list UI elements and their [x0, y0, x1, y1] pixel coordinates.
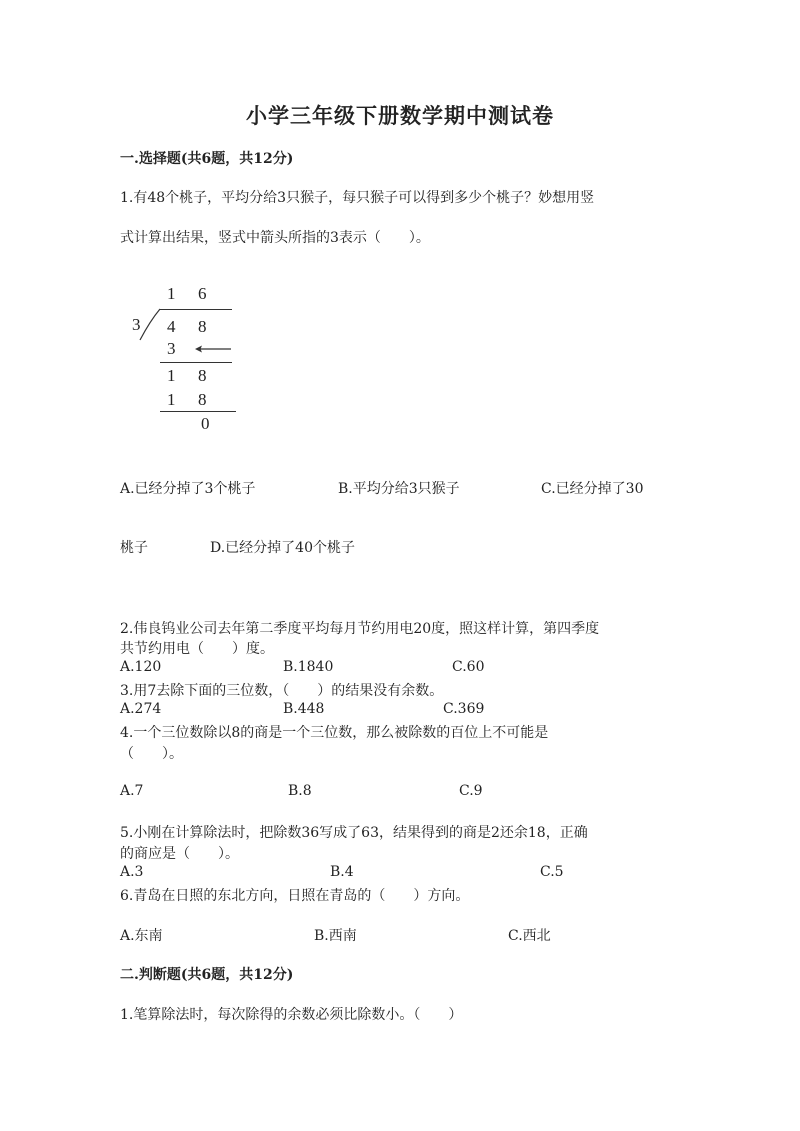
q5-option-b[interactable]: B.4: [330, 864, 354, 880]
question-4-text-line2: （ ）。: [120, 746, 183, 762]
q4-option-c[interactable]: C.9: [459, 783, 483, 799]
quotient-digit-tens: 1: [167, 284, 176, 303]
question-3-text: 3.用7去除下面的三位数，（ ）的结果没有余数。: [120, 683, 444, 699]
q4-option-a[interactable]: A.7: [120, 783, 144, 799]
subtract-line-1: [160, 362, 232, 363]
question-2-text-line1: 2.伟良钨业公司去年第二季度平均每月节约用电20度，照这样计算，第四季度: [120, 621, 600, 637]
final-remainder: 0: [201, 414, 210, 433]
q2-option-a[interactable]: A.120: [120, 659, 162, 675]
q6-option-a[interactable]: A.东南: [120, 928, 163, 944]
divisor: 3: [132, 315, 141, 334]
q2-option-c[interactable]: C.60: [452, 659, 485, 675]
q4-option-b[interactable]: B.8: [288, 783, 312, 799]
remainder-row-ones: 8: [198, 366, 207, 385]
judgment-question-1: 1.笔算除法时，每次除得的余数必须比除数小。（ ）: [120, 1007, 463, 1023]
question-1-text-line1: 1.有48个桃子，平均分给3只猴子，每只猴子可以得到多少个桃子？妙想用竖: [120, 190, 595, 206]
q1-option-b[interactable]: B.平均分给3只猴子: [338, 481, 460, 497]
subtract-step-2-ones: 8: [198, 390, 207, 409]
question-2-text-line2: 共节约用电（ ）度。: [120, 641, 274, 657]
q6-option-b[interactable]: B.西南: [314, 928, 357, 944]
remainder-row-tens: 1: [167, 366, 176, 385]
quotient-digit-ones: 6: [198, 284, 207, 303]
q3-option-c[interactable]: C.369: [443, 701, 485, 717]
q2-option-b[interactable]: B.1840: [283, 659, 334, 675]
q6-option-c[interactable]: C.西北: [508, 928, 551, 944]
q3-option-b[interactable]: B.448: [283, 701, 325, 717]
q5-option-c[interactable]: C.5: [540, 864, 564, 880]
subtract-line-2: [160, 411, 236, 412]
q1-option-d[interactable]: D.已经分掉了40个桃子: [210, 540, 355, 556]
subtract-step-2-tens: 1: [167, 390, 176, 409]
q1-option-c[interactable]: C.已经分掉了30: [541, 481, 644, 497]
section-heading-judgment: 二.判断题(共6题，共12分): [120, 967, 294, 983]
section-heading-choice: 一.选择题(共6题，共12分): [120, 151, 294, 167]
q1-option-a[interactable]: A.已经分掉了3个桃子: [120, 481, 256, 497]
dividend-digit-tens: 4: [167, 317, 176, 336]
question-6-text: 6.青岛在日照的东北方向，日照在青岛的（ ）方向。: [120, 888, 470, 904]
question-4-text-line1: 4.一个三位数除以8的商是一个三位数，那么被除数的百位上不可能是: [120, 725, 549, 741]
page-title: 小学三年级下册数学期中测试卷: [246, 103, 554, 128]
question-1-text-line2: 式计算出结果，竖式中箭头所指的3表示（ ）。: [120, 230, 430, 246]
subtract-step-1: 3: [167, 339, 176, 358]
dividend-digit-ones: 8: [198, 317, 207, 336]
q5-option-a[interactable]: A.3: [120, 864, 144, 880]
question-5-text-line1: 5.小刚在计算除法时，把除数36写成了63，结果得到的商是2还余18，正确: [120, 825, 588, 841]
division-bar: [160, 309, 232, 310]
question-5-text-line2: 的商应是（ ）。: [120, 846, 239, 862]
arrow-left-icon: [193, 342, 233, 356]
q3-option-a[interactable]: A.274: [120, 701, 162, 717]
q1-option-c-continued: 桃子: [120, 540, 148, 556]
